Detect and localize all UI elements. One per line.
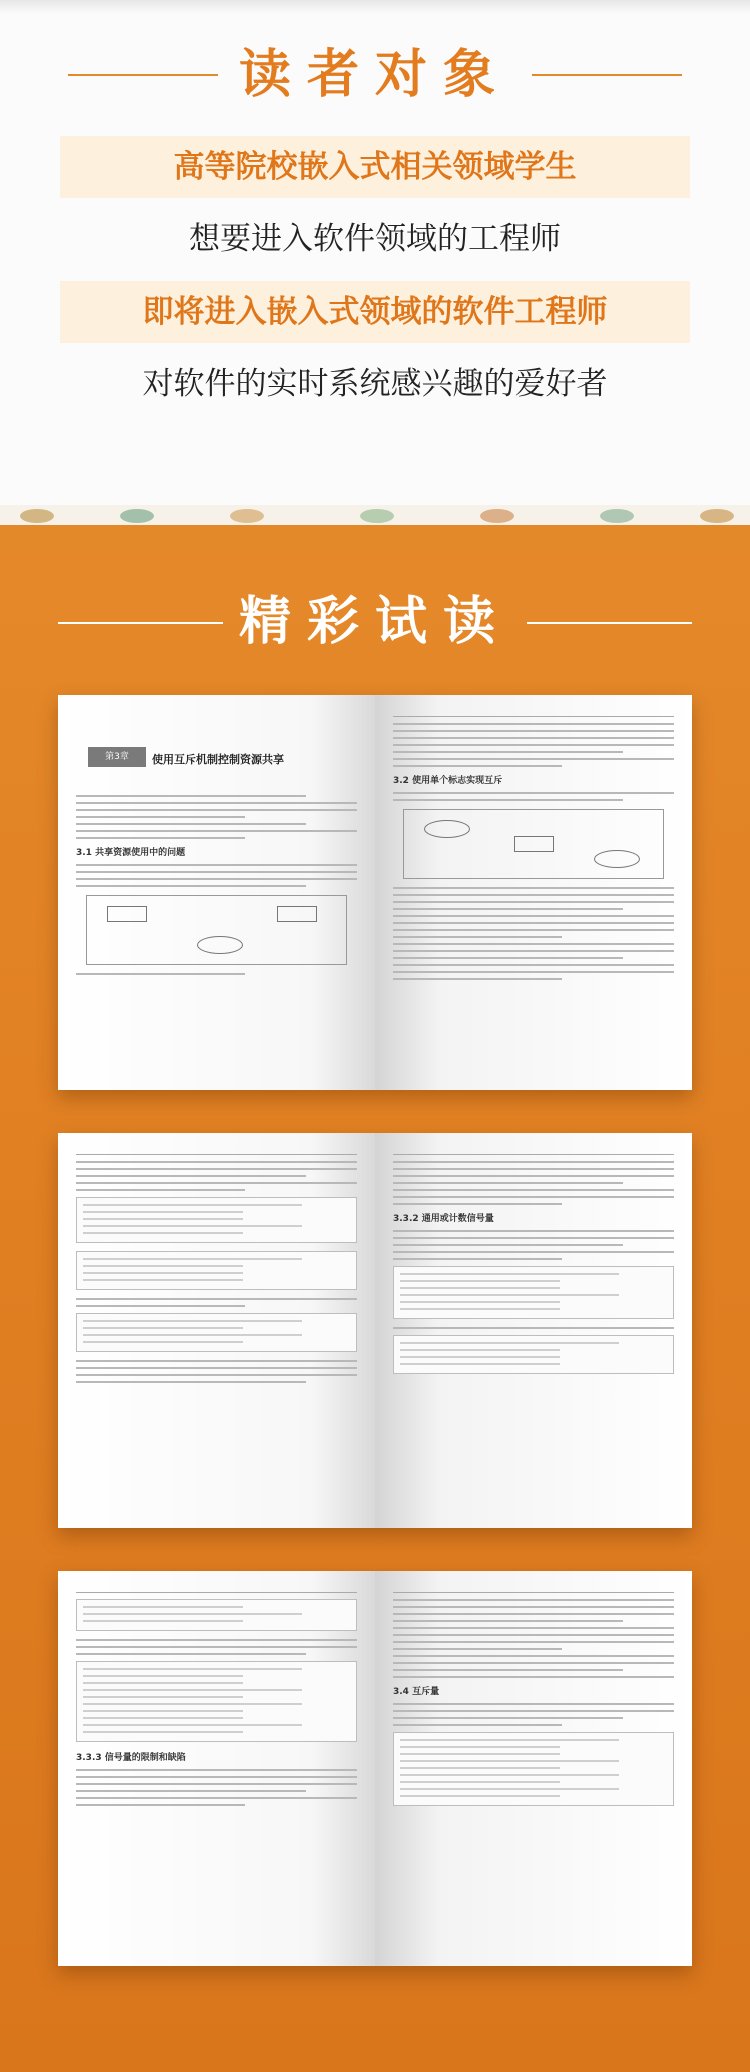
audience-item-2: 想要进入软件领域的工程师 bbox=[189, 221, 561, 257]
chapter-number: 第3章 bbox=[88, 747, 146, 767]
code-listing bbox=[393, 1335, 674, 1374]
body-text bbox=[393, 1327, 674, 1329]
code-listing bbox=[76, 1313, 357, 1352]
decorative-strip bbox=[0, 505, 750, 525]
audience-section bbox=[0, 0, 750, 505]
figure-diagram bbox=[86, 895, 347, 965]
running-head bbox=[76, 1583, 357, 1593]
audience-item-4: 对软件的实时系统感兴趣的爱好者 bbox=[142, 366, 608, 402]
code-listing bbox=[393, 1732, 674, 1806]
chapter-heading bbox=[88, 747, 318, 773]
preview-section bbox=[0, 525, 750, 2072]
book-spread-1 bbox=[58, 695, 692, 1090]
spread-1-right-page bbox=[375, 695, 692, 1090]
body-text bbox=[393, 1703, 674, 1726]
divider-right bbox=[527, 622, 692, 624]
audience-title: 读者对象 bbox=[238, 44, 511, 105]
spread-3-right-page bbox=[375, 1571, 692, 1966]
body-text bbox=[76, 1161, 357, 1191]
spread-2-right-page bbox=[375, 1133, 692, 1528]
divider-right bbox=[532, 74, 682, 76]
body-text bbox=[76, 1769, 357, 1806]
body-text bbox=[76, 864, 357, 887]
spread-3-left-page bbox=[58, 1571, 375, 1966]
section-heading: 3.2 使用单个标志实现互斥 bbox=[393, 776, 503, 786]
audience-header bbox=[0, 40, 750, 110]
body-text bbox=[393, 1230, 674, 1260]
body-text bbox=[393, 792, 674, 801]
audience-item-1: 高等院校嵌入式相关领域学生 bbox=[173, 149, 577, 185]
running-head bbox=[393, 1583, 674, 1593]
book-spread-2 bbox=[58, 1133, 692, 1528]
section-heading: 3.3.2 通用或计数信号量 bbox=[393, 1214, 494, 1224]
body-text bbox=[393, 1161, 674, 1205]
code-listing bbox=[76, 1599, 357, 1631]
spread-2-left-page bbox=[58, 1133, 375, 1528]
spread-1-left-page bbox=[58, 695, 375, 1090]
body-text bbox=[76, 973, 357, 975]
preview-header bbox=[0, 587, 750, 657]
code-listing bbox=[76, 1251, 357, 1290]
code-listing bbox=[76, 1661, 357, 1742]
body-text bbox=[76, 1360, 357, 1383]
figure-diagram bbox=[403, 809, 664, 879]
running-head bbox=[393, 707, 674, 717]
running-head bbox=[76, 1145, 357, 1155]
body-text bbox=[393, 723, 674, 767]
code-listing bbox=[76, 1197, 357, 1243]
body-text bbox=[76, 1298, 357, 1307]
section-heading: 3.3.3 信号量的限制和缺陷 bbox=[76, 1753, 186, 1763]
chapter-title: 使用互斥机制控制资源共享 bbox=[152, 753, 284, 766]
audience-item-3: 即将进入嵌入式领域的软件工程师 bbox=[142, 294, 608, 330]
preview-title: 精彩试读 bbox=[238, 591, 511, 652]
book-spread-3 bbox=[58, 1571, 692, 1966]
section-heading: 3.1 共享资源使用中的问题 bbox=[76, 848, 186, 858]
body-text bbox=[76, 795, 357, 839]
body-text bbox=[393, 887, 674, 980]
top-shade bbox=[0, 0, 750, 14]
body-text bbox=[393, 1599, 674, 1678]
section-heading: 3.4 互斥量 bbox=[393, 1687, 440, 1697]
code-listing bbox=[393, 1266, 674, 1319]
running-head bbox=[393, 1145, 674, 1155]
body-text bbox=[76, 1639, 357, 1655]
